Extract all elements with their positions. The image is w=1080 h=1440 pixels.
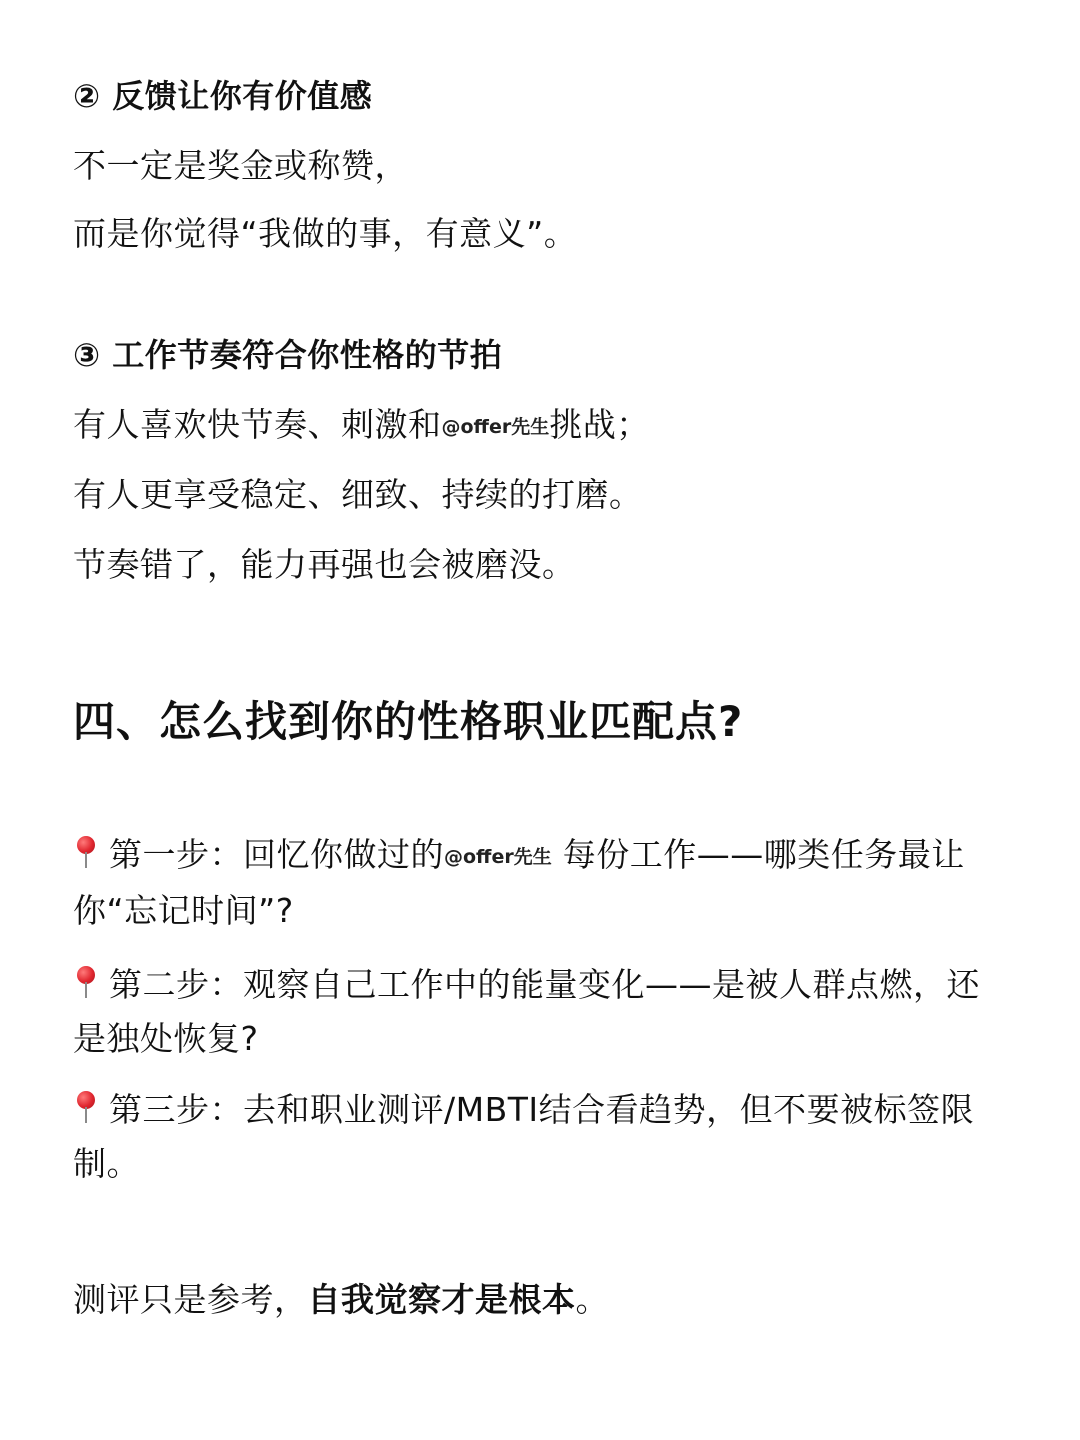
section-2-heading: ② 反馈让你有价值感 (73, 77, 373, 115)
watermark-label: @offer先生 (441, 416, 550, 438)
section-3-line-3: 节奏错了，能力再强也会被磨没。 (73, 545, 576, 584)
step-1-text-end: 每份工作——哪类任务最让你“忘记时间”? (73, 835, 965, 930)
section-4-heading: 四、怎么找到你的性格职业匹配点? (73, 697, 744, 746)
step-3-text: 第三步：去和职业测评/MBTI结合看趋势，但不要被标签限制。 (73, 1090, 975, 1183)
step-1-text: 第一步：回忆你做过的 (109, 835, 444, 874)
step-1 (73, 828, 1003, 938)
step-2 (73, 958, 1003, 1066)
watermark-label: @offer先生 (444, 846, 552, 868)
section-3-heading: ③ 工作节奏符合你性格的节拍 (73, 336, 503, 374)
section-3-line-1-text: 有人喜欢快节奏、刺激和 (73, 405, 442, 444)
step-3 (73, 1083, 1003, 1191)
pushpin-icon (73, 832, 99, 872)
section-2-line-2: 而是你觉得“我做的事，有意义”。 (73, 214, 578, 253)
section-3-line-1-text-end: 挑战； (549, 405, 650, 444)
section-3-line-2: 有人更享受稳定、细致、持续的打磨。 (73, 475, 643, 514)
conclusion-line (73, 1280, 609, 1320)
section-2-line-1: 不一定是奖金或称赞， (73, 146, 408, 185)
section-3-line-1 (73, 405, 650, 447)
conclusion-text: 测评只是参考， (73, 1280, 308, 1319)
conclusion-end: 。 (575, 1280, 609, 1319)
step-2-text: 第二步：观察自己工作中的能量变化——是被人群点燃，还是独处恢复? (73, 965, 980, 1058)
conclusion-emphasis: 自我觉察才是根本 (307, 1280, 576, 1319)
pushpin-icon (73, 1087, 99, 1127)
pushpin-icon (73, 962, 99, 1002)
